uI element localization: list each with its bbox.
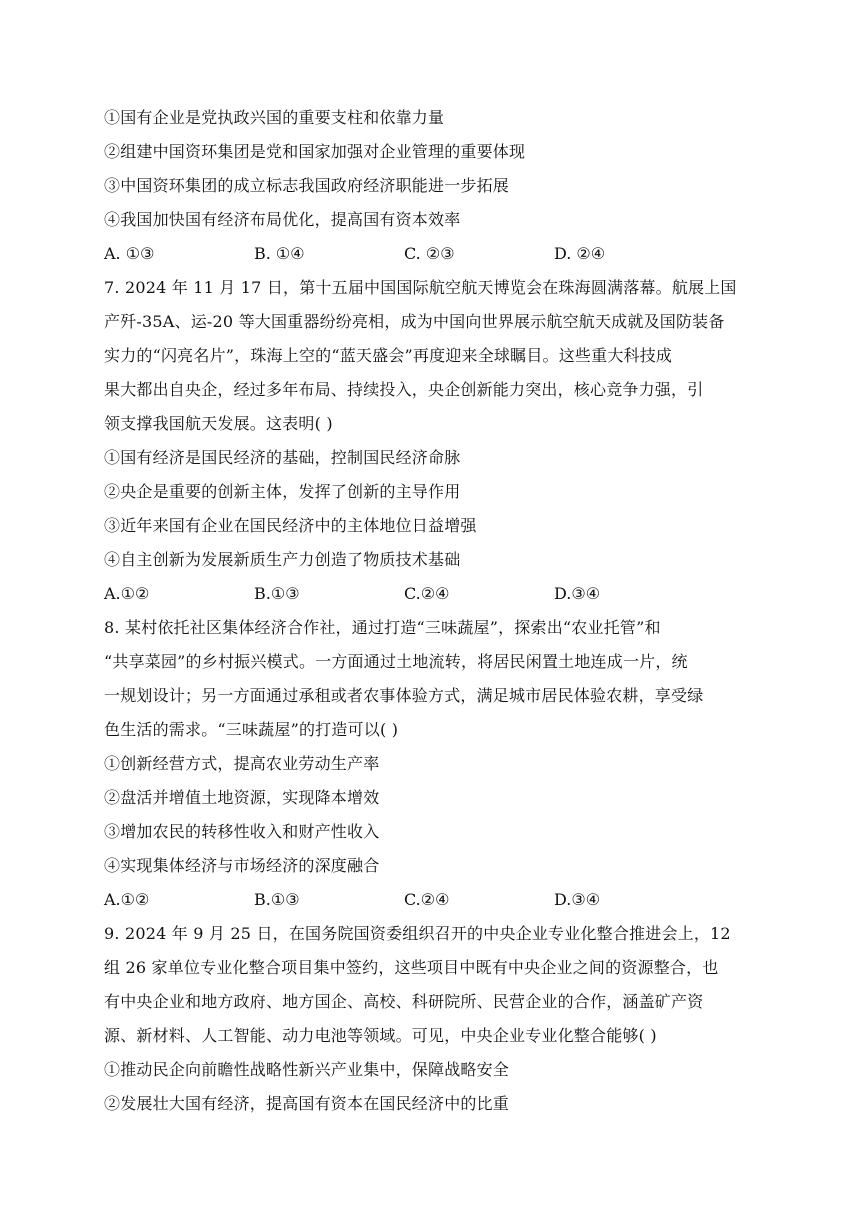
q7-item-3: ③近年来国有企业在国民经济中的主体地位日益增强: [104, 516, 477, 535]
q8-option-b: B.①③: [254, 890, 300, 909]
q9-item-1: ①推动民企向前瞻性战略性新兴产业集中，保障战略安全: [104, 1060, 510, 1079]
q9-stem-line-1: 9. 2024 年 9 月 25 日，在国务院国资委组织召开的中央企业专业化整合推进会上，12: [104, 924, 731, 943]
q8-item-1: ①创新经营方式，提高农业劳动生产率: [104, 754, 380, 773]
question-content: [104, 101, 766, 1121]
q6-option-c: C. ②③: [404, 244, 455, 263]
q8-stem-line-4: 色生活的需求。“三味蔬屋”的打造可以( ): [104, 720, 399, 739]
q7-item-1: ①国有经济是国民经济的基础，控制国民经济命脉: [104, 448, 461, 467]
q9-stem-line-3: 有中央企业和地方政府、地方国企、高校、科研院所、民营企业的合作，涵盖矿产资: [104, 992, 704, 1011]
q7-stem-line-5: 领支撑我国航天发展。这表明( ): [104, 414, 333, 433]
q7-stem-line-2: 产歼-35A、运-20 等大国重器纷纷亮相，成为中国向世界展示航空航天成就及国防装备: [104, 312, 725, 331]
q6-options: [104, 237, 766, 271]
q9-stem-line-2: 组 26 家单位专业化整合项目集中签约，这些项目中既有中央企业之间的资源整合，也: [104, 958, 719, 977]
q8-stem-line-2: “共享菜园”的乡村振兴模式。一方面通过土地流转，将居民闲置土地连成一片，统: [104, 652, 688, 671]
q6-item-3: ③中国资环集团的成立标志我国政府经济职能进一步拓展: [104, 176, 510, 195]
q9-stem-line-4: 源、新材料、人工智能、动力电池等领域。可见，中央企业专业化整合能够( ): [104, 1026, 657, 1045]
q7-stem-line-1: 7. 2024 年 11 月 17 日，第十五届中国国际航空航天博览会在珠海圆满落幕。航展上国: [104, 278, 737, 297]
q6-option-b: B. ①④: [254, 244, 305, 263]
q7-stem-line-4: 果大都出自央企，经过多年布局、持续投入，央企创新能力突出，核心竞争力强，引: [104, 380, 704, 399]
q9-item-2: ②发展壮大国有经济，提高国有资本在国民经济中的比重: [104, 1094, 510, 1113]
q6-item-4: ④我国加快国有经济布局优化，提高国有资本效率: [104, 210, 461, 229]
q6-option-d: D. ②④: [554, 244, 606, 263]
q8-item-4: ④实现集体经济与市场经济的深度融合: [104, 856, 380, 875]
q7-item-2: ②央企是重要的创新主体，发挥了创新的主导作用: [104, 482, 461, 501]
q8-item-2: ②盘活并增值土地资源，实现降本增效: [104, 788, 380, 807]
q8-options: [104, 883, 766, 917]
q6-item-1: ①国有企业是党执政兴国的重要支柱和依靠力量: [104, 108, 445, 127]
q8-stem-line-1: 8. 某村依托社区集体经济合作社，通过打造“三味蔬屋”，探索出“农业托管”和: [104, 618, 661, 637]
q7-option-b: B.①③: [254, 584, 300, 603]
q7-options: [104, 577, 766, 611]
q8-option-c: C.②④: [404, 890, 450, 909]
q7-option-d: D.③④: [554, 584, 601, 603]
q7-stem-line-3: 实力的“闪亮名片”，珠海上空的“蓝天盛会”再度迎来全球瞩目。这些重大科技成: [104, 346, 673, 365]
q7-option-c: C.②④: [404, 584, 450, 603]
q8-stem-line-3: 一规划设计；另一方面通过承租或者农事体验方式，满足城市居民体验农耕，享受绿: [104, 686, 704, 705]
q8-option-a: A.①②: [104, 890, 150, 909]
q7-item-4: ④自主创新为发展新质生产力创造了物质技术基础: [104, 550, 461, 569]
q6-item-2: ②组建中国资环集团是党和国家加强对企业管理的重要体现: [104, 142, 526, 161]
q8-option-d: D.③④: [554, 890, 601, 909]
q8-item-3: ③增加农民的转移性收入和财产性收入: [104, 822, 380, 841]
q6-option-a: A. ①③: [104, 244, 155, 263]
q7-option-a: A.①②: [104, 584, 150, 603]
